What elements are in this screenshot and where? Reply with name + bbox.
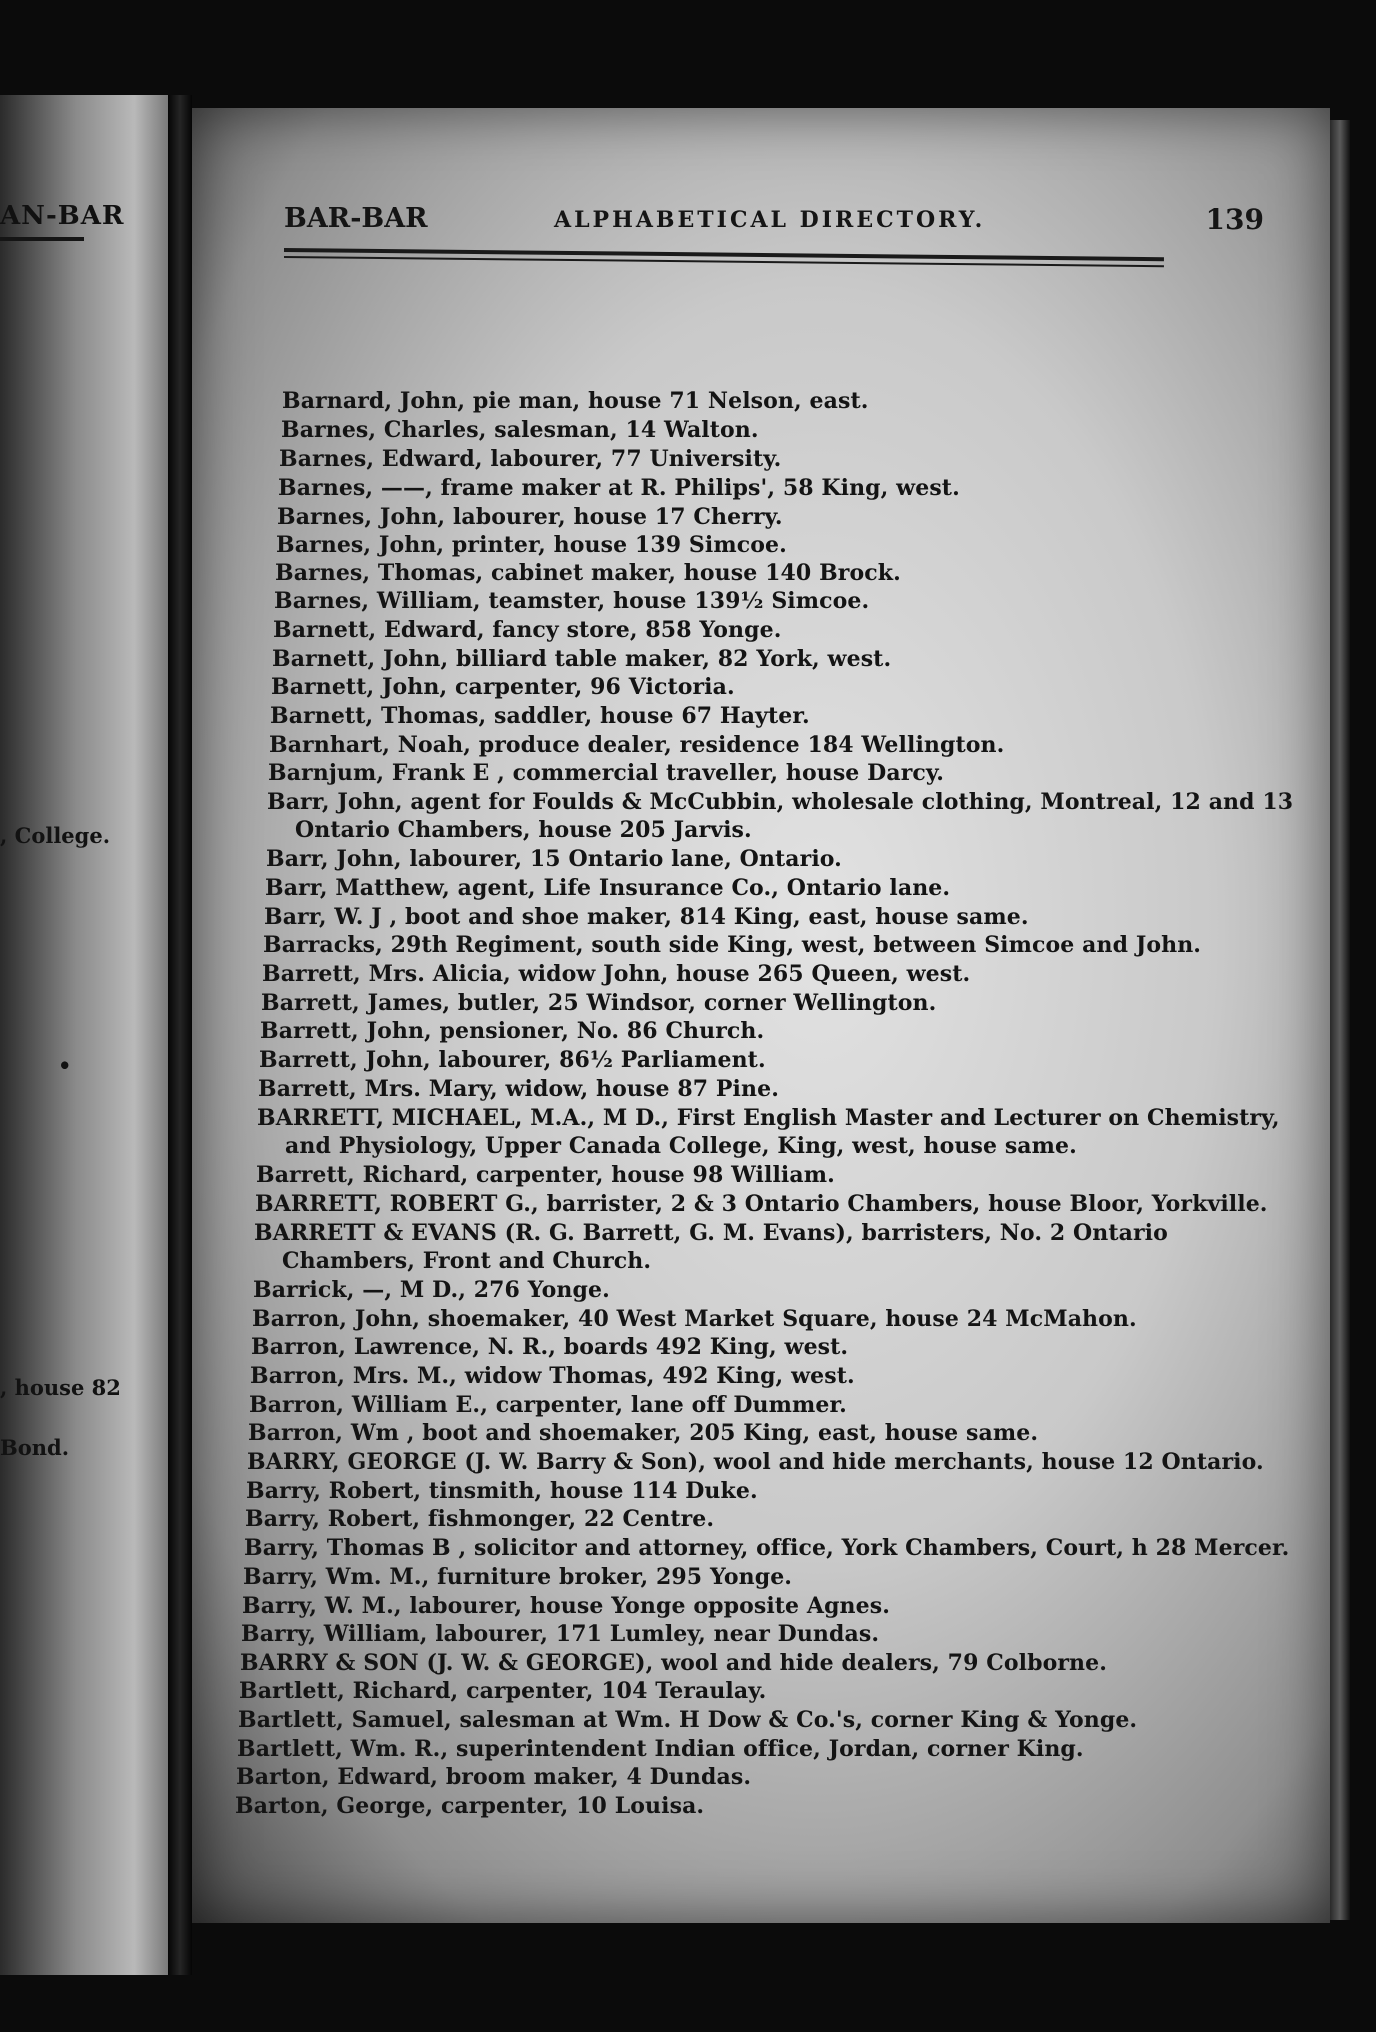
directory-entry: Barry, William, labourer, 171 Lumley, near Dundas. <box>241 1621 880 1647</box>
directory-entry: Bartlett, Wm. R., superintendent Indian office, Jordan, corner King. <box>237 1736 1084 1762</box>
directory-entry: BARRY & SON (J. W. & GEORGE), wool and hide dealers, 79 Colborne. <box>240 1650 1107 1676</box>
directory-entry: Barnes, ——, frame maker at R. Philips', 58 King, west. <box>278 475 960 501</box>
directory-entry: Barnjum, Frank E , commercial traveller, house Darcy. <box>268 760 944 786</box>
directory-entry: Barron, Wm , boot and shoemaker, 205 King, east, house same. <box>248 1420 1039 1446</box>
directory-entry: Barnes, John, labourer, house 17 Cherry. <box>277 504 783 530</box>
directory-entry: Barnes, Thomas, cabinet maker, house 140 Brock. <box>275 560 901 586</box>
left-fragment: • <box>58 1053 72 1078</box>
directory-entry: Barnes, Edward, labourer, 77 University. <box>279 446 782 472</box>
directory-entry: BARRETT, ROBERT G., barrister, 2 & 3 Ontario Chambers, house Bloor, Yorkville. <box>255 1191 1268 1217</box>
directory-entry: Barnes, Charles, salesman, 14 Walton. <box>281 417 759 443</box>
directory-entry: Barnhart, Noah, produce dealer, residence 184 Wellington. <box>269 732 1005 758</box>
directory-entry-continuation: Chambers, Front and Church. <box>282 1248 652 1274</box>
directory-page <box>192 108 1330 1923</box>
left-header-rule <box>0 237 84 241</box>
directory-entry: Barr, John, labourer, 15 Ontario lane, Ontario. <box>266 846 842 872</box>
directory-entry: Barr, Matthew, agent, Life Insurance Co., Ontario lane. <box>265 875 951 901</box>
directory-entry: BARRETT & EVANS (R. G. Barrett, G. M. Evans), barristers, No. 2 Ontario <box>254 1220 1168 1246</box>
directory-entry: Barrick, —, M D., 276 Yonge. <box>253 1277 610 1303</box>
book-gutter <box>168 95 192 1975</box>
directory-entry: Barnard, John, pie man, house 71 Nelson, east. <box>282 388 869 414</box>
directory-entry: Barton, Edward, broom maker, 4 Dundas. <box>236 1764 752 1790</box>
directory-entry: Barrett, James, butler, 25 Windsor, corner Wellington. <box>261 990 937 1016</box>
directory-entry: Barnett, Thomas, saddler, house 67 Hayter. <box>270 703 810 729</box>
directory-entry: Barr, John, agent for Foulds & McCubbin, wholesale clothing, Montreal, 12 and 13 <box>267 789 1294 815</box>
directory-entry: Barry, Wm. M., furniture broker, 295 Yonge. <box>243 1564 793 1590</box>
directory-entry: Barton, George, carpenter, 10 Louisa. <box>235 1793 705 1819</box>
directory-entry: Barry, W. M., labourer, house Yonge opposite Agnes. <box>242 1593 890 1619</box>
directory-entry: Barnes, John, printer, house 139 Simcoe. <box>276 532 787 558</box>
left-page-header: AN-BAR <box>0 201 125 231</box>
directory-entry: Barr, W. J , boot and shoe maker, 814 King, east, house same. <box>264 904 1029 930</box>
directory-entry: Barrett, John, labourer, 86½ Parliament. <box>259 1047 766 1073</box>
directory-entry-continuation: and Physiology, Upper Canada College, King, west, house same. <box>285 1133 1077 1159</box>
page-header <box>284 203 1264 243</box>
directory-entry: Barrett, Mrs. Mary, widow, house 87 Pine. <box>258 1076 779 1102</box>
directory-entry: Barnes, William, teamster, house 139½ Simcoe. <box>274 588 870 614</box>
directory-entry: Barrett, Mrs. Alicia, widow John, house 265 Queen, west. <box>262 961 971 987</box>
page-title: ALPHABETICAL DIRECTORY. <box>554 207 986 233</box>
directory-entry: Barry, Robert, tinsmith, house 114 Duke. <box>246 1478 758 1504</box>
directory-entry: Barrett, John, pensioner, No. 86 Church. <box>260 1018 765 1044</box>
directory-entry: Barnett, John, billiard table maker, 82 York, west. <box>272 646 892 672</box>
left-fragment: , College. <box>0 823 111 848</box>
directory-entry: Barron, Mrs. M., widow Thomas, 492 King, west. <box>250 1363 855 1389</box>
directory-entry: Barron, John, shoemaker, 40 West Market Square, house 24 McMahon. <box>252 1306 1137 1332</box>
page-edge <box>1330 120 1350 1920</box>
directory-entry: Barnett, John, carpenter, 96 Victoria. <box>271 674 735 700</box>
left-fragment: Bond. <box>0 1435 70 1460</box>
directory-entry: BARRY, GEORGE (J. W. Barry & Son), wool and hide merchants, house 12 Ontario. <box>247 1449 1264 1475</box>
directory-entry: Bartlett, Richard, carpenter, 104 Teraulay. <box>239 1678 767 1704</box>
directory-entry: Barracks, 29th Regiment, south side King, west, between Simcoe and John. <box>263 932 1202 958</box>
directory-entry: Barron, Lawrence, N. R., boards 492 King, west. <box>251 1334 849 1360</box>
directory-entry: Bartlett, Samuel, salesman at Wm. H Dow & Co.'s, corner King & Yonge. <box>238 1707 1138 1733</box>
directory-entry: BARRETT, MICHAEL, M.A., M D., First English Master and Lecturer on Chemistry, <box>257 1105 1280 1131</box>
directory-entry: Barry, Thomas B , solicitor and attorney, office, York Chambers, Court, h 28 Mercer. <box>244 1535 1290 1561</box>
directory-entry: Barry, Robert, fishmonger, 22 Centre. <box>245 1506 715 1532</box>
left-fragment: , house 82 <box>0 1375 121 1400</box>
left-page <box>0 95 168 1975</box>
directory-entry: Barnett, Edward, fancy store, 858 Yonge. <box>273 617 782 643</box>
directory-entry: Barron, William E., carpenter, lane off Dummer. <box>249 1392 847 1418</box>
page-number: 139 <box>1205 203 1264 236</box>
running-head: BAR-BAR <box>284 203 428 234</box>
directory-entry: Barrett, Richard, carpenter, house 98 William. <box>256 1162 835 1188</box>
directory-entry-continuation: Ontario Chambers, house 205 Jarvis. <box>295 817 752 843</box>
